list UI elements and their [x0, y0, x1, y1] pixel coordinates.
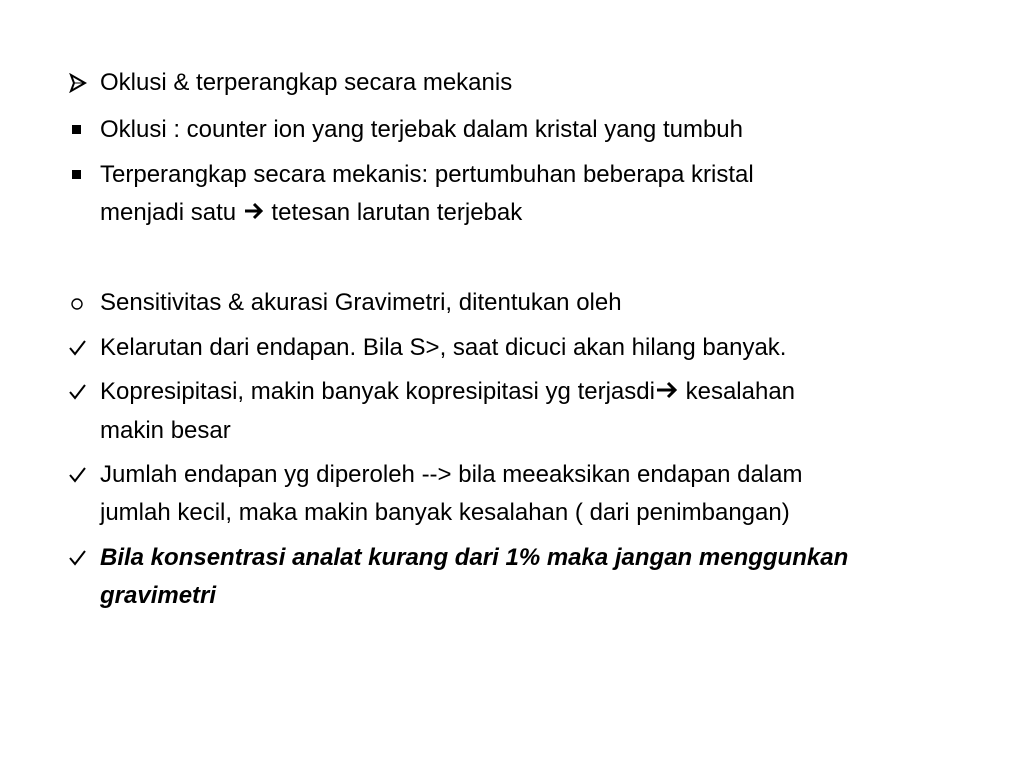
checkmark-icon — [62, 377, 92, 407]
square-bullet-icon — [62, 160, 92, 190]
list-item-text — [100, 156, 980, 233]
list-item-text — [100, 539, 980, 615]
square-bullet-icon — [62, 115, 92, 145]
list-item-segment: Kopresipitasi, makin banyak kopresipitasi yg terjasdi — [100, 378, 655, 405]
list-item-line: Bila konsentrasi analat kurang dari 1% maka jangan menggunkan — [100, 544, 849, 571]
list-item-line: Terperangkap secara mekanis: pertumbuhan beberapa kristal — [100, 161, 754, 188]
list-item-line — [100, 194, 980, 233]
list-item-text — [100, 456, 980, 532]
list-item-text: Oklusi : counter ion yang terjebak dalam kristal yang tumbuh — [100, 116, 743, 143]
list-item-text — [100, 373, 980, 450]
arrowhead-icon — [62, 68, 92, 98]
checkmark-icon — [62, 460, 92, 490]
list-item-segment: kesalahan — [685, 378, 796, 405]
list-item-segment: menjadi satu — [100, 199, 237, 226]
list-item-text: Kelarutan dari endapan. Bila S>, saat dicuci akan hilang banyak. — [100, 334, 787, 361]
list-item-line: gravimetri — [100, 582, 217, 609]
checkmark-icon — [62, 543, 92, 573]
circle-bullet-icon — [62, 288, 92, 318]
checkmark-icon — [62, 333, 92, 363]
list-item-line: jumlah kecil, maka makin banyak kesalahan ( dari penimbangan) — [100, 499, 790, 526]
list-item-line — [100, 373, 980, 412]
right-arrow-icon — [655, 374, 679, 412]
list-item-segment: tetesan larutan terjebak — [271, 199, 523, 226]
right-arrow-icon — [243, 195, 265, 233]
list-item-text: Oklusi & terperangkap secara mekanis — [100, 69, 513, 96]
list-item-line: makin besar — [100, 416, 231, 444]
list-item-text: Sensitivitas & akurasi Gravimetri, ditentukan oleh — [100, 289, 622, 316]
list-item-line: Jumlah endapan yg diperoleh --> bila meeaksikan endapan dalam — [100, 461, 803, 488]
